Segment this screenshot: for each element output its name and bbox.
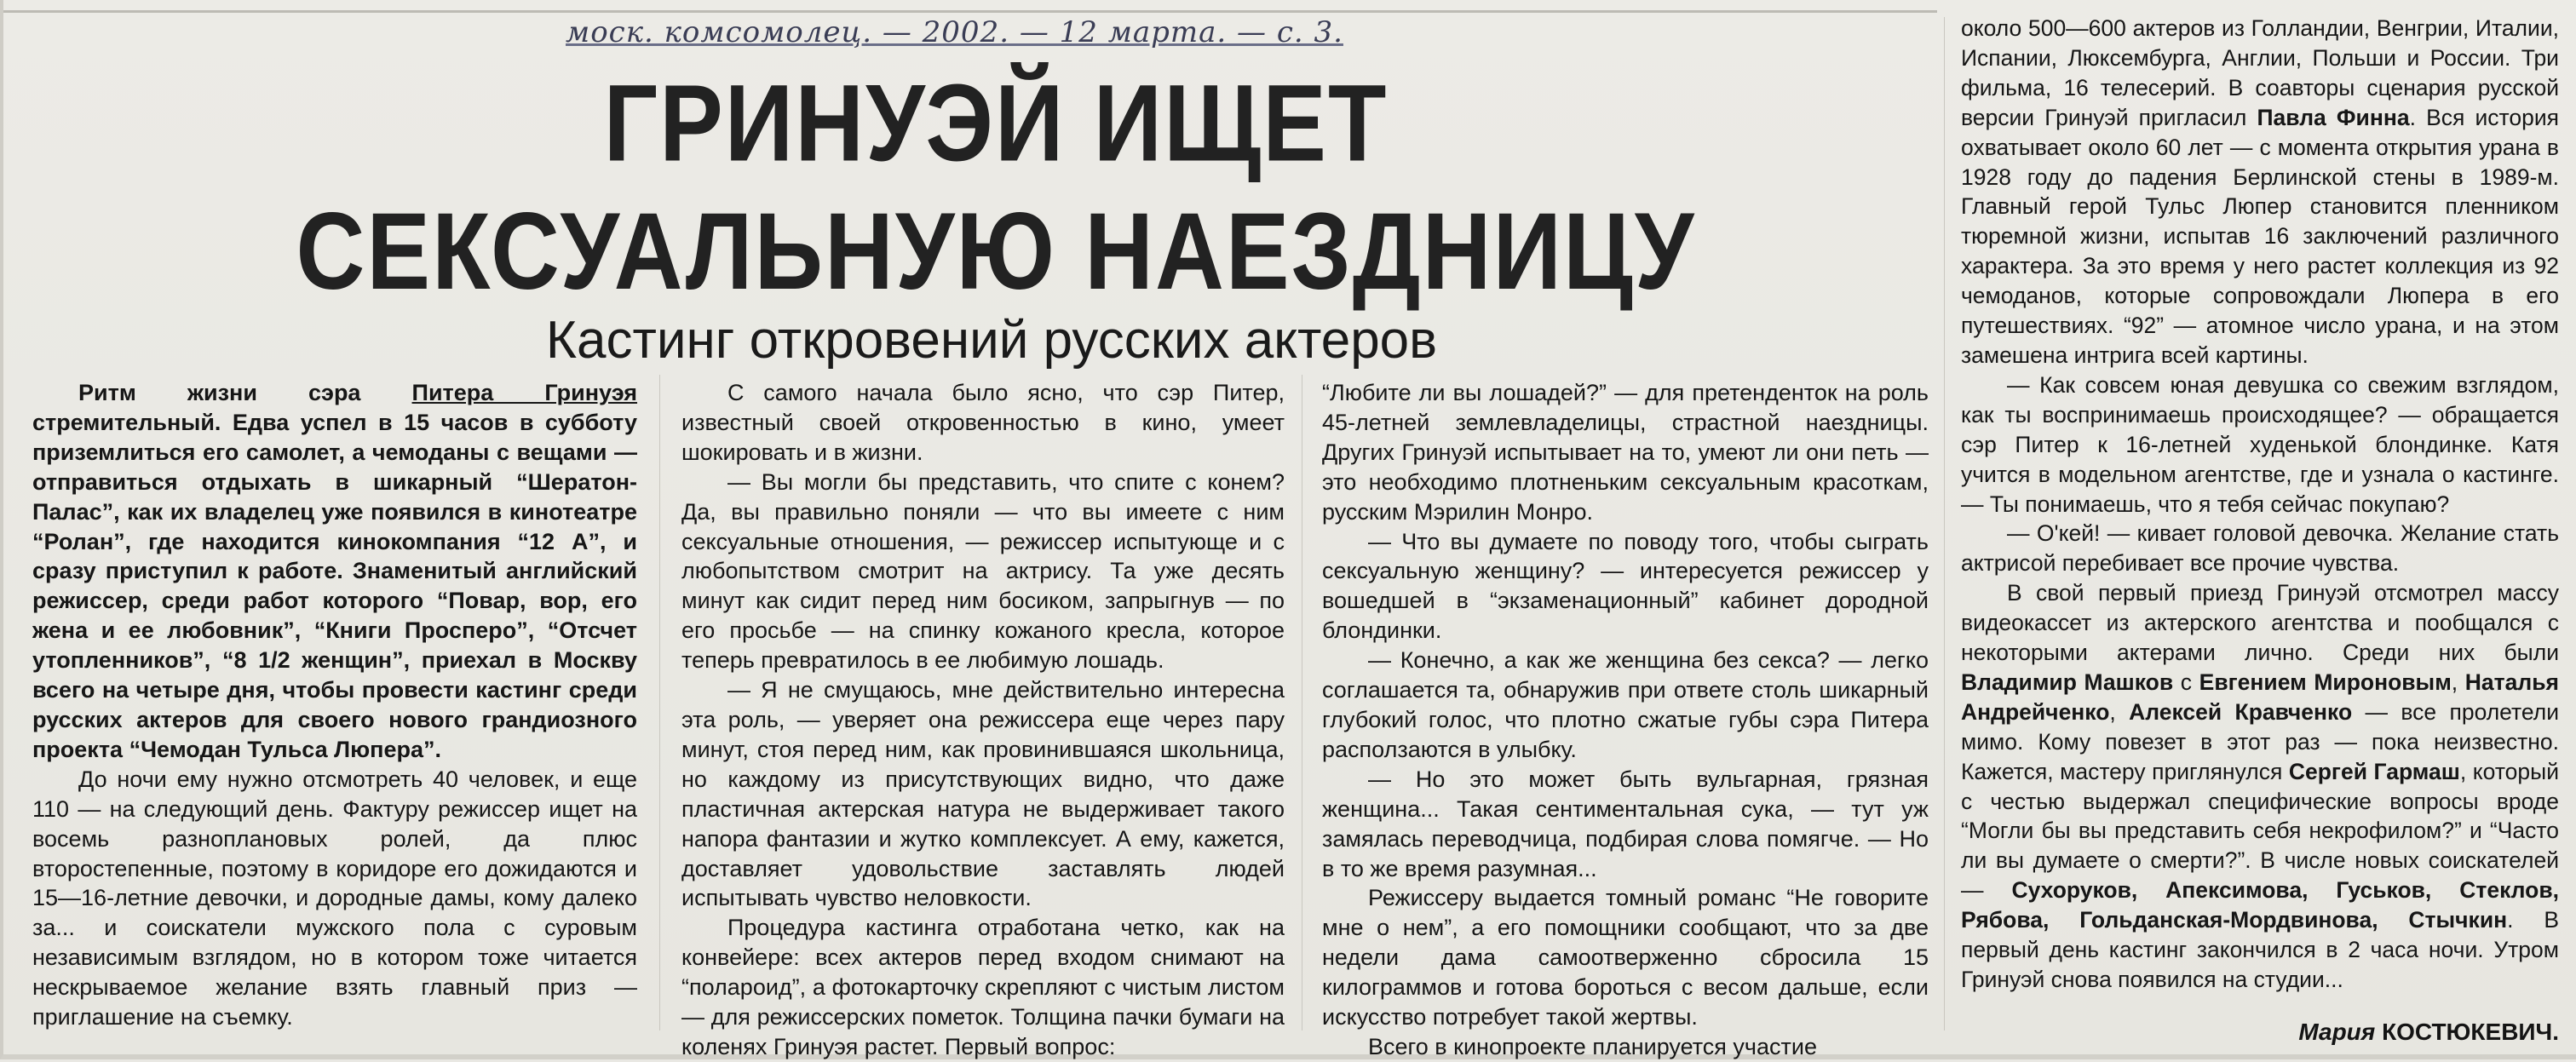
article-column-3	[1322, 378, 1929, 1059]
author-last-name: КОСТЮКЕВИЧ.	[2382, 1019, 2559, 1045]
paragraph-text: ,	[2451, 669, 2465, 695]
top-rule	[3, 10, 1937, 13]
column-rule	[659, 375, 660, 1030]
person-name: Сергей Гармаш	[2288, 758, 2460, 784]
paragraph: “Любите ли вы лошадей?” — для претенденток на роль 45-летней землевладелицы, страстной наездницы. Других Гринуэй испытывает на то, умеют ли они петь — это необходимо плотненьким сексуальным красоткам, русским Мэрилин Монро.	[1322, 380, 1929, 525]
person-name-list: Сухоруков, Апексимова, Гуськов, Стеклов, Рябова, Гольданская-Мордвинова, Стычкин	[1961, 877, 2559, 933]
paragraph: — Как совсем юная девушка со свежим взглядом, как ты воспринимаешь происходящее? — обращается сэр Питер к 16-летней худенькой блондинке. Катя учится в модельном агентстве, где и узнала о кастинге. — Ты понимаешь, что я тебя сейчас покупаю?	[1961, 371, 2559, 517]
paragraph-text: с	[2173, 669, 2199, 695]
headline-line-1: ГРИНУЭЙ ИЩЕТ	[603, 62, 1389, 184]
person-name: Наталья Андрейченко	[1961, 669, 2559, 725]
person-name: Павла Финна	[2257, 104, 2410, 130]
paragraph: Процедура кастинга отработана четко, как на конвейере: всех актеров перед входом снимают на “полароид”, а фотокарточку скрепляют с чистым листом — для режиссерских пометок. Толщина пачки бумаги на коленях Гринуэя растет. Первый вопрос:	[681, 915, 1285, 1059]
paragraph: — О'кей! — кивает головой девочка. Желание стать актрисой перебивает все прочие чувства.	[1961, 520, 2559, 577]
paragraph-text: В свой первый приезд Гринуэй отсмотрел массу видеокассет из актерского агентства и пообщался с некоторыми актерами лично. Среди них были	[1961, 580, 2559, 666]
article-column-1	[32, 378, 637, 1051]
paragraph: До ночи ему нужно отсмотреть 40 человек, и еще 110 — на следующий день. Фактуру режиссер ищет на восемь разноплановых ролей, да плюс второстепенные, поэтому в коридоре его дожидаются и 15—16-летние девочки, и дородные дамы, кому далеко за... и соискатели мужского пола с суровым независимым взглядом, но в котором тоже читается нескрываемое желание взять главный приз — приглашение на съемку.	[32, 766, 637, 1030]
paragraph: — Но это может быть вульгарная, грязная женщина... Такая сентиментальная сука, — тут уж замялась переводчица, подбирая слова помягче. — Но в то же время разумная...	[1322, 766, 1929, 881]
article-column-2	[681, 378, 1285, 1059]
headline-line-2: СЕКСУАЛЬНУЮ НАЕЗДНИЦУ	[296, 190, 1696, 313]
lead-text: Ритм жизни сэра	[78, 380, 412, 405]
paragraph: Всего в кинопроекте планируется участие	[1368, 1033, 1817, 1059]
paragraph-text: , который с честью выдержал специфические вопросы вроде “Могли бы вы представить себя некрофилом?” и “Часто ли вы думаете о смерти?”. В числе новых соискателей —	[1961, 758, 2560, 904]
headline	[199, 60, 1792, 322]
lead-person-name: Питера Гринуэя	[411, 380, 638, 405]
paragraph-text: . В первый день кастинг закончился в 2 часа ночи. Утром Гринуэй снова появился на студии...	[1961, 907, 2559, 992]
subtitle: Кастинг откровений русских актеров	[545, 311, 1438, 370]
author-signature	[2218, 1019, 2559, 1053]
lead-paragraph	[32, 378, 637, 765]
paragraph-text: — все пролетели мимо. Кому повезет в этот раз — пока неизвестно. Кажется, мастеру приглянулся	[1961, 698, 2560, 784]
paragraph: Режиссеру выдается томный романс “Не говорите мне о нем”, а его помощники сообщают, что за две недели дама самоотверженно сбросила 15 килограммов и готова бороться с весом дальше, если искусство потребует такой жертвы.	[1322, 885, 1929, 1030]
paragraph-text: . Вся история охватывает около 60 лет — с момента открытия урана в 1928 году до падения Берлинской стены в 1989-м. Главный герой Тульс Люпер становится пленником тюремной жизни, испытав 16 заключений различного характера. За это время у него растет коллекция из 92 чемоданов, которые сопровождали Люпера в его путешествиях. “92” — атомное число урана, и на этом замешена интрига всей картины.	[1961, 104, 2559, 368]
handwritten-source-note: моск. комсомолец. — 2002. — 12 марта. — с. 3.	[566, 15, 1343, 49]
paragraph: — Что вы думаете по поводу того, чтобы сыграть сексуальную женщину? — интересуется режиссер у вошедшей в “экзаменационный” кабинет дородной блондинки.	[1322, 528, 1929, 644]
paragraph: — Конечно, а как же женщина без секса? — легко соглашается та, обнаружив при ответе столь шикарный глубокий голос, что плотно сжатые губы сэра Питера расползаются в улыбку.	[1322, 647, 1929, 762]
column-rule	[1944, 17, 1945, 1030]
paragraph	[1961, 14, 2559, 370]
person-name: Владимир Машков	[1961, 669, 2174, 695]
paragraph	[1961, 578, 2559, 995]
paragraph: — Я не смущаюсь, мне действительно интересна эта роль, — уверяет она режиссера еще через пару минут, стоя перед ним, как провинившаяся школьница, но каждому из присутствующих видно, что даже пластичная актерская натура не выдерживает такого напора фантазии и жутко комплексует. А ему, кажется, доставляет удовольствие заставлять людей испытывать чувство неловкости.	[681, 677, 1285, 911]
paragraph-text: ,	[2109, 698, 2130, 725]
paragraph-text: около 500—600 актеров из Голландии, Венгрии, Италии, Испании, Люксембурга, Англии, Польши и России. Три фильма, 16 телесерий. В соавторы сценария русской версии Гринуэй пригласил	[1961, 15, 2559, 130]
article-column-4	[1961, 14, 2559, 1010]
paragraph: — Вы могли бы представить, что спите с конем? Да, вы правильно поняли — что вы имеете с ним сексуальные отношения, — режиссер испытующе и с любопытством смотрит на актрису. Та уже десять минут как сидит перед ним босиком, запрыгнув — по его просьбе — на спинку кожаного кресла, которое теперь превратилось в ее любимую лошадь.	[681, 468, 1285, 674]
author-first-name: Мария	[2298, 1019, 2376, 1045]
lead-text: стремительный. Едва успел в 15 часов в субботу приземлиться его самолет, а чемоданы с вещами — отправиться отдыхать в шикарный “Шератон-Палас”, как их владелец уже появился в кинотеатре “Ролан”, где находится кинокомпания “12 А”, и сразу приступил к работе. Знаменитый английский режиссер, среди работ которого “Повар, вор, его жена и ее любовник”, “Книги Просперо”, “Отсчет утопленников”, “8 1/2 женщин”, приехал в Москву всего на четыре дня, чтобы провести кастинг среди русских актеров для своего нового грандиозного проекта “Чемодан Тульса Люпера”.	[32, 409, 637, 762]
paragraph: С самого начала было ясно, что сэр Питер, известный своей откровенностью в кино, умеет шокировать и в жизни.	[681, 380, 1285, 465]
person-name: Алексей Кравченко	[2129, 698, 2353, 725]
person-name: Евгением Мироновым	[2199, 669, 2452, 695]
